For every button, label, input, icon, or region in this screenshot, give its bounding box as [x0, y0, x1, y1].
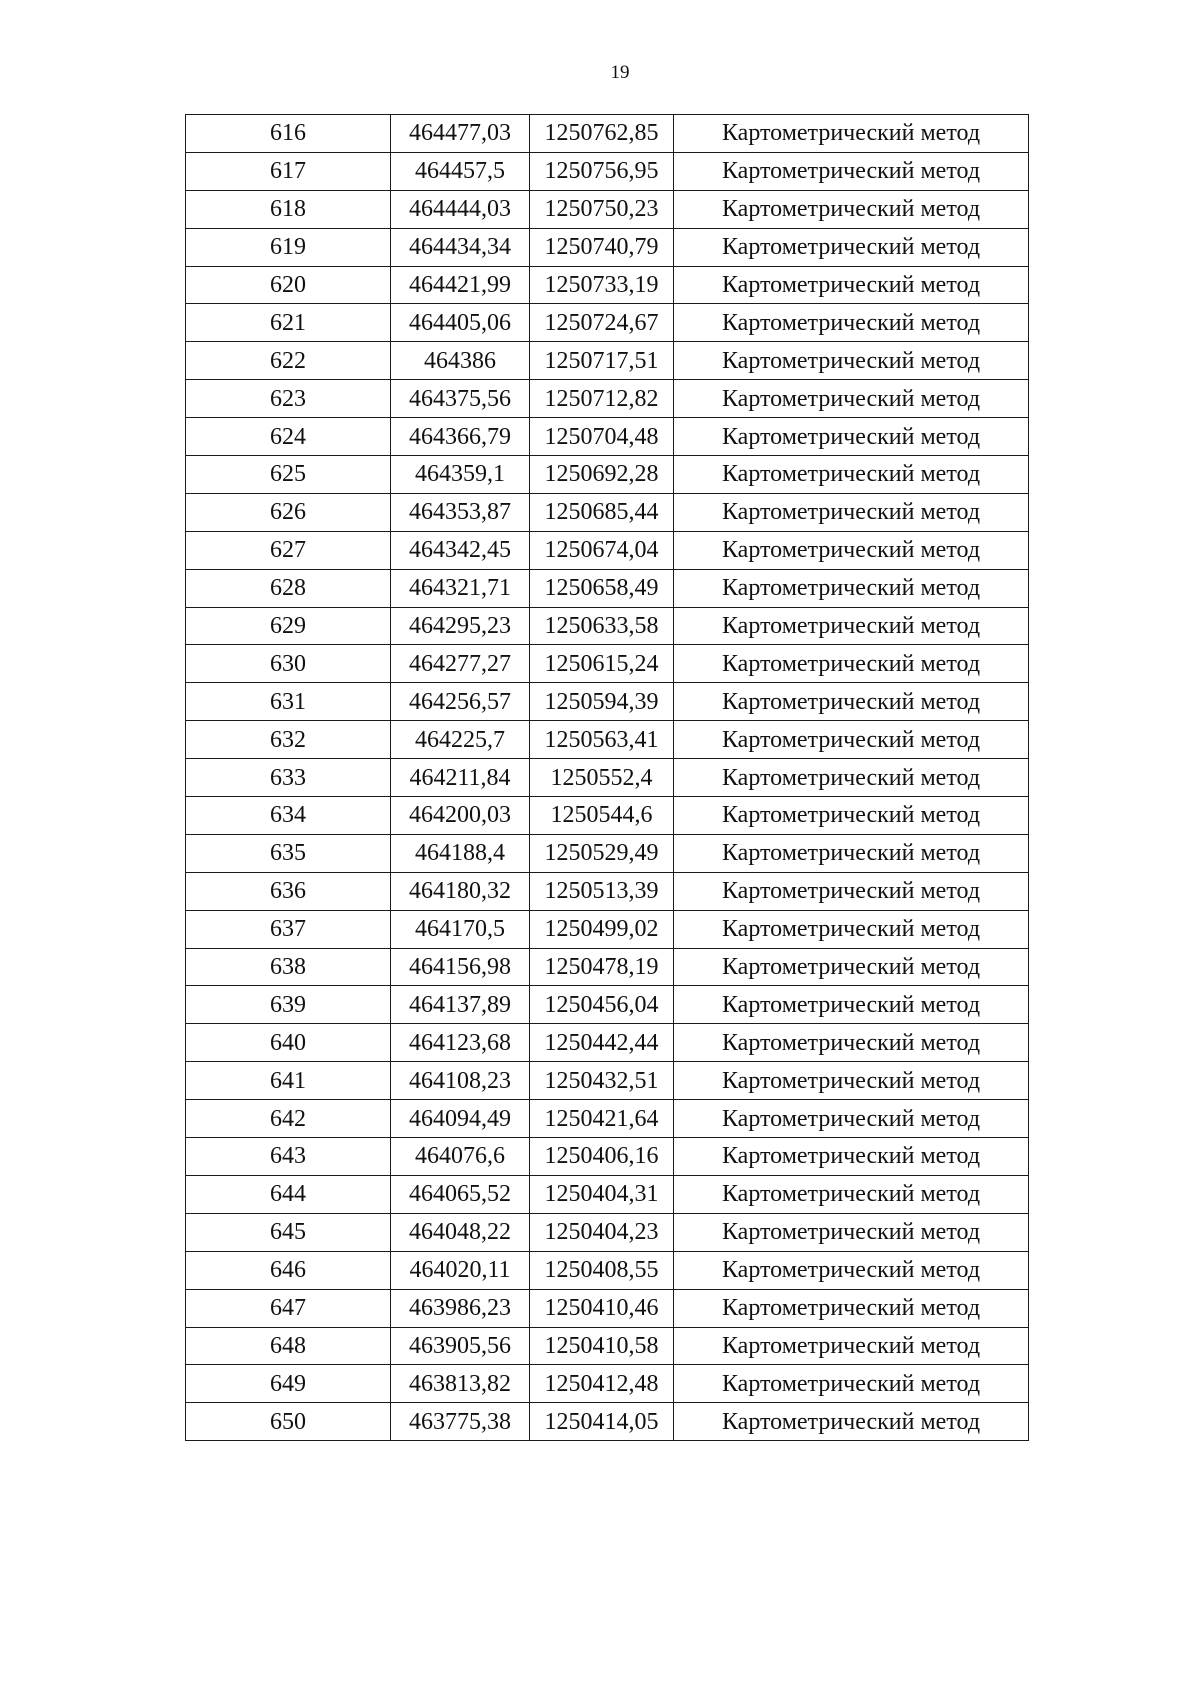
- x-coordinate-cell: 464359,1: [391, 456, 530, 494]
- table-row: [186, 1213, 1029, 1251]
- method-cell: Картометрический метод: [674, 607, 1029, 645]
- point-number-cell: 639: [186, 986, 391, 1024]
- table-row: [186, 797, 1029, 835]
- y-coordinate-cell: 1250704,48: [530, 418, 674, 456]
- point-number-cell: 616: [186, 115, 391, 153]
- method-cell: Картометрический метод: [674, 872, 1029, 910]
- y-coordinate-cell: 1250414,05: [530, 1403, 674, 1441]
- point-number-cell: 644: [186, 1175, 391, 1213]
- method-cell: Картометрический метод: [674, 1403, 1029, 1441]
- method-cell: Картометрический метод: [674, 1062, 1029, 1100]
- point-number-cell: 641: [186, 1062, 391, 1100]
- x-coordinate-cell: 464211,84: [391, 759, 530, 797]
- table-row: [186, 1024, 1029, 1062]
- table-row: [186, 1403, 1029, 1441]
- method-cell: Картометрический метод: [674, 569, 1029, 607]
- y-coordinate-cell: 1250404,23: [530, 1213, 674, 1251]
- x-coordinate-cell: 464405,06: [391, 304, 530, 342]
- table-row: [186, 1062, 1029, 1100]
- point-number-cell: 647: [186, 1289, 391, 1327]
- x-coordinate-cell: 464375,56: [391, 380, 530, 418]
- table-row: [186, 1327, 1029, 1365]
- table-row: [186, 266, 1029, 304]
- method-cell: Картометрический метод: [674, 948, 1029, 986]
- y-coordinate-cell: 1250552,4: [530, 759, 674, 797]
- table-row: [186, 342, 1029, 380]
- point-number-cell: 631: [186, 683, 391, 721]
- method-cell: Картометрический метод: [674, 456, 1029, 494]
- table-row: [186, 569, 1029, 607]
- x-coordinate-cell: 464457,5: [391, 152, 530, 190]
- method-cell: Картометрический метод: [674, 683, 1029, 721]
- y-coordinate-cell: 1250724,67: [530, 304, 674, 342]
- x-coordinate-cell: 464020,11: [391, 1251, 530, 1289]
- method-cell: Картометрический метод: [674, 418, 1029, 456]
- table-row: [186, 834, 1029, 872]
- table-row: [186, 380, 1029, 418]
- x-coordinate-cell: 464137,89: [391, 986, 530, 1024]
- method-cell: Картометрический метод: [674, 1289, 1029, 1327]
- x-coordinate-cell: 464444,03: [391, 190, 530, 228]
- y-coordinate-cell: 1250685,44: [530, 493, 674, 531]
- point-number-cell: 630: [186, 645, 391, 683]
- y-coordinate-cell: 1250499,02: [530, 910, 674, 948]
- table-row: [186, 986, 1029, 1024]
- y-coordinate-cell: 1250633,58: [530, 607, 674, 645]
- y-coordinate-cell: 1250544,6: [530, 797, 674, 835]
- point-number-cell: 640: [186, 1024, 391, 1062]
- table-row: [186, 910, 1029, 948]
- method-cell: Картометрический метод: [674, 910, 1029, 948]
- method-cell: Картометрический метод: [674, 1365, 1029, 1403]
- x-coordinate-cell: 464277,27: [391, 645, 530, 683]
- table-row: [186, 1138, 1029, 1176]
- method-cell: Картометрический метод: [674, 152, 1029, 190]
- method-cell: Картометрический метод: [674, 531, 1029, 569]
- point-number-cell: 625: [186, 456, 391, 494]
- table-row: [186, 418, 1029, 456]
- method-cell: Картометрический метод: [674, 1100, 1029, 1138]
- method-cell: Картометрический метод: [674, 834, 1029, 872]
- table-row: [186, 759, 1029, 797]
- y-coordinate-cell: 1250410,46: [530, 1289, 674, 1327]
- table-row: [186, 872, 1029, 910]
- x-coordinate-cell: 464170,5: [391, 910, 530, 948]
- table-row: [186, 531, 1029, 569]
- x-coordinate-cell: 464156,98: [391, 948, 530, 986]
- y-coordinate-cell: 1250563,41: [530, 721, 674, 759]
- y-coordinate-cell: 1250692,28: [530, 456, 674, 494]
- point-number-cell: 635: [186, 834, 391, 872]
- x-coordinate-cell: 463813,82: [391, 1365, 530, 1403]
- point-number-cell: 624: [186, 418, 391, 456]
- x-coordinate-cell: 464353,87: [391, 493, 530, 531]
- point-number-cell: 650: [186, 1403, 391, 1441]
- table-row: [186, 1365, 1029, 1403]
- x-coordinate-cell: 464321,71: [391, 569, 530, 607]
- x-coordinate-cell: 464477,03: [391, 115, 530, 153]
- table-row: [186, 152, 1029, 190]
- x-coordinate-cell: 464342,45: [391, 531, 530, 569]
- point-number-cell: 636: [186, 872, 391, 910]
- point-number-cell: 637: [186, 910, 391, 948]
- point-number-cell: 634: [186, 797, 391, 835]
- point-number-cell: 649: [186, 1365, 391, 1403]
- y-coordinate-cell: 1250658,49: [530, 569, 674, 607]
- method-cell: Картометрический метод: [674, 380, 1029, 418]
- y-coordinate-cell: 1250432,51: [530, 1062, 674, 1100]
- x-coordinate-cell: 464108,23: [391, 1062, 530, 1100]
- x-coordinate-cell: 464188,4: [391, 834, 530, 872]
- page-number: 19: [610, 62, 630, 83]
- point-number-cell: 632: [186, 721, 391, 759]
- point-number-cell: 645: [186, 1213, 391, 1251]
- x-coordinate-cell: 464076,6: [391, 1138, 530, 1176]
- y-coordinate-cell: 1250410,58: [530, 1327, 674, 1365]
- x-coordinate-cell: 464065,52: [391, 1175, 530, 1213]
- method-cell: Картометрический метод: [674, 493, 1029, 531]
- method-cell: Картометрический метод: [674, 1251, 1029, 1289]
- x-coordinate-cell: 464295,23: [391, 607, 530, 645]
- x-coordinate-cell: 464200,03: [391, 797, 530, 835]
- y-coordinate-cell: 1250408,55: [530, 1251, 674, 1289]
- point-number-cell: 642: [186, 1100, 391, 1138]
- y-coordinate-cell: 1250762,85: [530, 115, 674, 153]
- table-row: [186, 683, 1029, 721]
- y-coordinate-cell: 1250513,39: [530, 872, 674, 910]
- point-number-cell: 622: [186, 342, 391, 380]
- y-coordinate-cell: 1250421,64: [530, 1100, 674, 1138]
- y-coordinate-cell: 1250529,49: [530, 834, 674, 872]
- method-cell: Картометрический метод: [674, 797, 1029, 835]
- x-coordinate-cell: 464421,99: [391, 266, 530, 304]
- y-coordinate-cell: 1250740,79: [530, 228, 674, 266]
- y-coordinate-cell: 1250456,04: [530, 986, 674, 1024]
- y-coordinate-cell: 1250406,16: [530, 1138, 674, 1176]
- method-cell: Картометрический метод: [674, 986, 1029, 1024]
- coordinates-table: [185, 114, 1029, 1441]
- point-number-cell: 627: [186, 531, 391, 569]
- y-coordinate-cell: 1250717,51: [530, 342, 674, 380]
- table-row: [186, 304, 1029, 342]
- table-row: [186, 115, 1029, 153]
- y-coordinate-cell: 1250756,95: [530, 152, 674, 190]
- x-coordinate-cell: 464180,32: [391, 872, 530, 910]
- y-coordinate-cell: 1250442,44: [530, 1024, 674, 1062]
- point-number-cell: 643: [186, 1138, 391, 1176]
- method-cell: Картометрический метод: [674, 1138, 1029, 1176]
- x-coordinate-cell: 464366,79: [391, 418, 530, 456]
- x-coordinate-cell: 464434,34: [391, 228, 530, 266]
- table-row: [186, 1289, 1029, 1327]
- table-row: [186, 493, 1029, 531]
- method-cell: Картометрический метод: [674, 759, 1029, 797]
- y-coordinate-cell: 1250733,19: [530, 266, 674, 304]
- point-number-cell: 621: [186, 304, 391, 342]
- method-cell: Картометрический метод: [674, 342, 1029, 380]
- method-cell: Картометрический метод: [674, 115, 1029, 153]
- y-coordinate-cell: 1250750,23: [530, 190, 674, 228]
- method-cell: Картометрический метод: [674, 266, 1029, 304]
- y-coordinate-cell: 1250712,82: [530, 380, 674, 418]
- point-number-cell: 620: [186, 266, 391, 304]
- coordinates-table-body: [186, 115, 1029, 1441]
- x-coordinate-cell: 464386: [391, 342, 530, 380]
- y-coordinate-cell: 1250674,04: [530, 531, 674, 569]
- y-coordinate-cell: 1250412,48: [530, 1365, 674, 1403]
- point-number-cell: 629: [186, 607, 391, 645]
- table-row: [186, 948, 1029, 986]
- method-cell: Картометрический метод: [674, 1213, 1029, 1251]
- y-coordinate-cell: 1250404,31: [530, 1175, 674, 1213]
- table-row: [186, 1100, 1029, 1138]
- table-row: [186, 721, 1029, 759]
- point-number-cell: 623: [186, 380, 391, 418]
- point-number-cell: 628: [186, 569, 391, 607]
- point-number-cell: 633: [186, 759, 391, 797]
- table-row: [186, 1175, 1029, 1213]
- method-cell: Картометрический метод: [674, 1327, 1029, 1365]
- x-coordinate-cell: 463905,56: [391, 1327, 530, 1365]
- x-coordinate-cell: 464123,68: [391, 1024, 530, 1062]
- table-row: [186, 190, 1029, 228]
- table-row: [186, 228, 1029, 266]
- table-row: [186, 607, 1029, 645]
- method-cell: Картометрический метод: [674, 304, 1029, 342]
- x-coordinate-cell: 464094,49: [391, 1100, 530, 1138]
- point-number-cell: 618: [186, 190, 391, 228]
- x-coordinate-cell: 463775,38: [391, 1403, 530, 1441]
- table-row: [186, 1251, 1029, 1289]
- x-coordinate-cell: 463986,23: [391, 1289, 530, 1327]
- point-number-cell: 646: [186, 1251, 391, 1289]
- method-cell: Картометрический метод: [674, 645, 1029, 683]
- point-number-cell: 617: [186, 152, 391, 190]
- method-cell: Картометрический метод: [674, 190, 1029, 228]
- x-coordinate-cell: 464256,57: [391, 683, 530, 721]
- y-coordinate-cell: 1250594,39: [530, 683, 674, 721]
- point-number-cell: 638: [186, 948, 391, 986]
- method-cell: Картометрический метод: [674, 1175, 1029, 1213]
- table-row: [186, 456, 1029, 494]
- method-cell: Картометрический метод: [674, 228, 1029, 266]
- y-coordinate-cell: 1250615,24: [530, 645, 674, 683]
- point-number-cell: 626: [186, 493, 391, 531]
- table-row: [186, 645, 1029, 683]
- y-coordinate-cell: 1250478,19: [530, 948, 674, 986]
- x-coordinate-cell: 464225,7: [391, 721, 530, 759]
- point-number-cell: 619: [186, 228, 391, 266]
- x-coordinate-cell: 464048,22: [391, 1213, 530, 1251]
- method-cell: Картометрический метод: [674, 721, 1029, 759]
- point-number-cell: 648: [186, 1327, 391, 1365]
- method-cell: Картометрический метод: [674, 1024, 1029, 1062]
